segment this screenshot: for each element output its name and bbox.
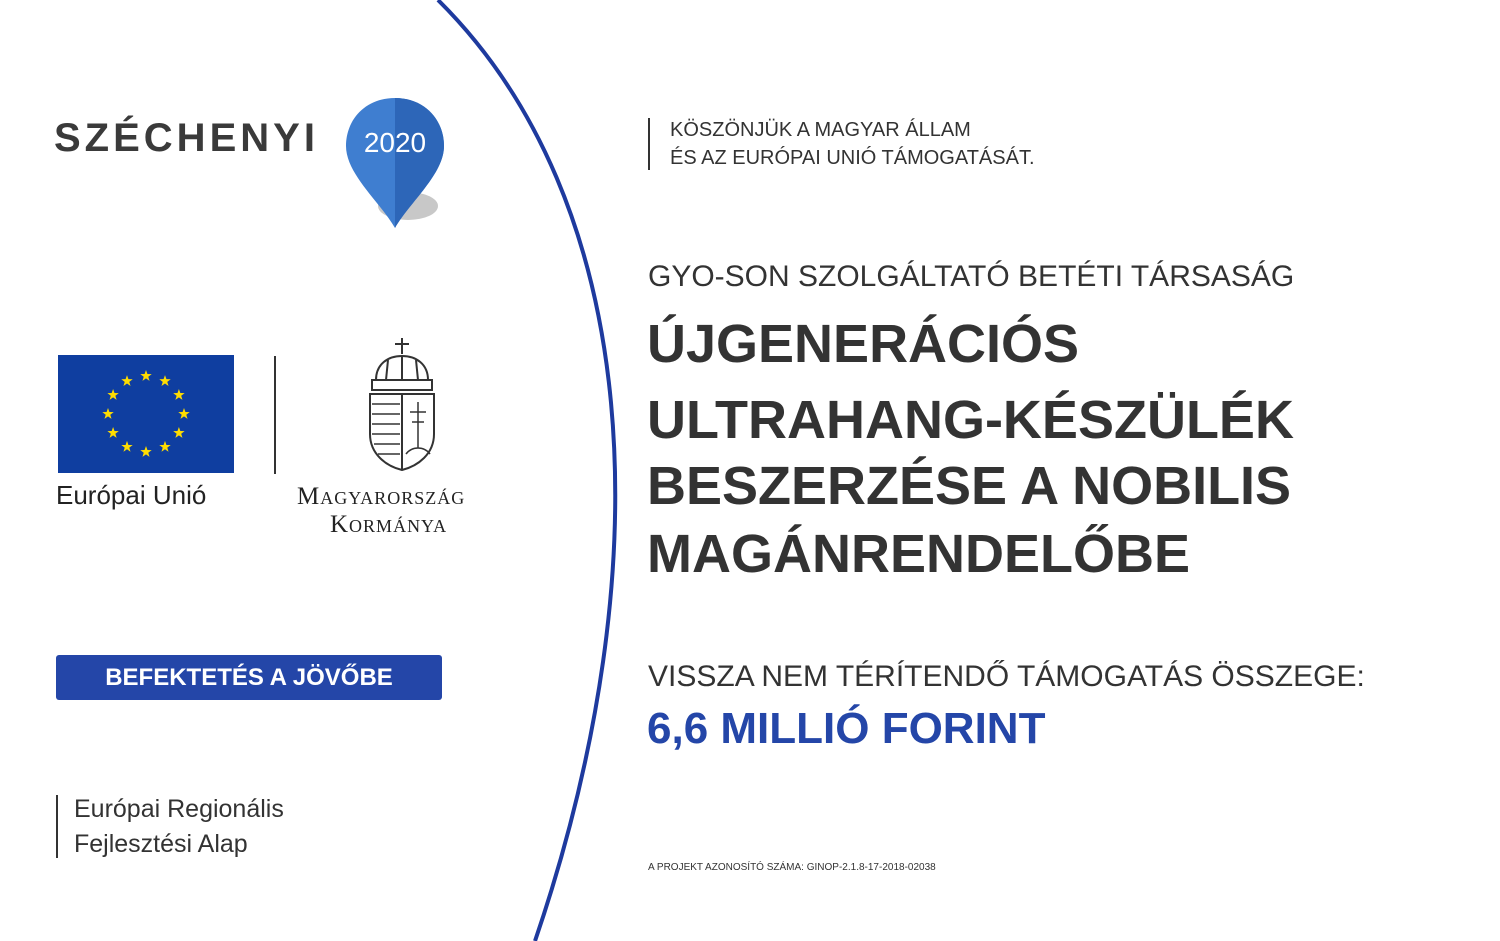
government-name-line2: Kormánya (330, 511, 448, 538)
szechenyi-wordmark: SZÉCHENYI (54, 116, 319, 160)
fund-name-line2: Fejlesztési Alap (74, 830, 248, 858)
project-id: A PROJEKT AZONOSÍTÓ SZÁMA: GINOP-2.1.8-17-2018-02038 (648, 862, 936, 873)
project-title-line2: ULTRAHANG-KÉSZÜLÉK (647, 390, 1294, 450)
grant-amount: 6,6 MILLIÓ FORINT (647, 704, 1046, 753)
location-pin-icon (340, 94, 450, 234)
company-name: GYO-SON SZOLGÁLTATÓ BETÉTI TÁRSASÁG (648, 260, 1295, 293)
eu-label: Európai Unió (56, 480, 207, 510)
project-title-line3: BESZERZÉSE A NOBILIS (647, 456, 1292, 516)
thanks-line1: KÖSZÖNJÜK A MAGYAR ÁLLAM (670, 119, 971, 141)
thanks-accent-bar (648, 118, 650, 170)
thanks-line2: ÉS AZ EURÓPAI UNIÓ TÁMOGATÁSÁT. (670, 147, 1035, 169)
logo-divider (274, 356, 276, 474)
eu-flag-icon (58, 355, 234, 473)
invest-banner: BEFEKTETÉS A JÖVŐBE (56, 655, 442, 700)
project-title-line4: MAGÁNRENDELŐBE (647, 524, 1191, 584)
project-title-line1: ÚJGENERÁCIÓS (647, 314, 1080, 374)
fund-accent-bar (56, 795, 58, 858)
government-name-line1: Magyarország (297, 483, 466, 510)
grant-label: VISSZA NEM TÉRÍTENDŐ TÁMOGATÁS ÖSSZEGE: (648, 660, 1365, 693)
fund-name-line1: Európai Regionális (74, 795, 284, 823)
coat-of-arms-icon (362, 336, 442, 472)
szechenyi-year: 2020 (363, 127, 427, 158)
